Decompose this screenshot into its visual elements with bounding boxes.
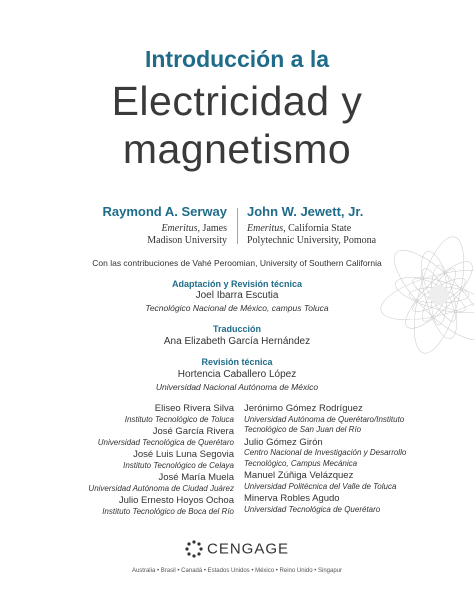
adaptation-institution: Tecnológico Nacional de México, campus Toluca	[145, 303, 329, 313]
footer-countries: Australia • Brasil • Canadá • Estados Unidos • México • Reino Unido • Singapur	[131, 568, 343, 574]
adaptation-heading: Adaptación y Revisión técnica	[171, 279, 303, 289]
reviewers-right-column	[244, 403, 474, 516]
cengage-logo-icon	[185, 540, 203, 558]
reviewer	[4, 426, 234, 448]
title-line-3: magnetismo	[122, 126, 352, 172]
reviewer	[244, 493, 474, 515]
reviewer	[244, 437, 474, 470]
reviewer-institution: Centro Nacional de Investigación y Desarrollo	[244, 448, 407, 457]
reviewer	[4, 403, 234, 425]
reviewer-name: Manuel Zúñiga Velázquez	[244, 470, 354, 481]
author-serway	[102, 204, 227, 247]
reviewer-institution: Universidad Politécnica del Valle de Toluca	[244, 481, 397, 491]
author-role: Emeritus,	[247, 223, 286, 234]
author-affiliation	[247, 223, 376, 235]
author-affiliation-part: James	[202, 223, 227, 234]
translation-name: Ana Elizabeth García Hernández	[163, 336, 311, 347]
reviewer-name: José Luis Luna Segovia	[133, 449, 234, 460]
publisher-name: CENGAGE	[206, 540, 289, 558]
reviewer-name: Julio Gómez Girón	[244, 436, 323, 448]
reviewer	[4, 449, 234, 471]
author-affiliation-line-2: Polytechnic University, Pomona	[247, 235, 377, 246]
reviewer-name: José María Muela	[158, 472, 234, 483]
title-line-2: Electricidad y	[111, 78, 363, 124]
reviewer-institution-line-2: Tecnológico de San Juan del Río	[244, 425, 362, 434]
cengage-logo	[0, 540, 474, 558]
author-name: Raymond A. Serway	[102, 204, 227, 219]
reviewer-name: Julio Ernesto Hoyos Ochoa	[118, 495, 234, 506]
reviewer-institution: Instituto Tecnológico de Toluca	[124, 414, 234, 424]
author-divider	[237, 208, 238, 244]
title-line-1: Introducción a la	[144, 46, 330, 72]
author-role: Emeritus,	[161, 223, 201, 234]
reviewer-name: José García Rivera	[152, 426, 234, 437]
reviewers-left-column	[4, 403, 234, 518]
author-jewett	[247, 204, 376, 247]
reviewer-institution: Universidad Autónoma de Ciudad Juárez	[88, 483, 234, 493]
contributions-note: Con las contribuciones de Vahé Peroomian, University of Southern California	[92, 258, 382, 268]
author-affiliation-part: California State	[288, 223, 352, 234]
author-name: John W. Jewett, Jr.	[247, 204, 364, 219]
author-affiliation	[102, 223, 227, 235]
reviewer-institution: Universidad Tecnológica de Querétaro	[244, 504, 381, 514]
reviewer-name: Eliseo Rivera Silva	[154, 403, 234, 414]
reviewer-institution: Universidad Autónoma de Querétaro/Instituto	[244, 414, 405, 424]
technical-review-heading: Revisión técnica	[201, 357, 273, 367]
author-affiliation-line-2: Madison University	[147, 235, 227, 246]
translation-heading: Traducción	[212, 324, 261, 334]
adaptation-name: Joel Ibarra Escutia	[195, 290, 279, 301]
technical-review-name: Hortencia Caballero López	[177, 369, 297, 380]
reviewer-institution: Universidad Tecnológica de Querétaro	[97, 437, 234, 447]
reviewer-institution-line-2: Tecnológico, Campus Mecánica	[244, 458, 358, 468]
technical-review-institution: Universidad Nacional Autónoma de México	[155, 382, 319, 392]
reviewer-institution: Instituto Tecnológico de Celaya	[123, 460, 234, 470]
reviewer	[4, 472, 234, 494]
reviewer	[244, 470, 474, 492]
field-lines-decoration	[364, 220, 474, 370]
reviewer	[244, 403, 474, 436]
reviewer	[4, 495, 234, 517]
reviewer-name: Jerónimo Gómez Rodríguez	[244, 403, 363, 414]
reviewer-institution: Instituto Tecnológico de Boca del Río	[102, 506, 234, 516]
reviewer-name: Minerva Robles Agudo	[244, 493, 340, 504]
